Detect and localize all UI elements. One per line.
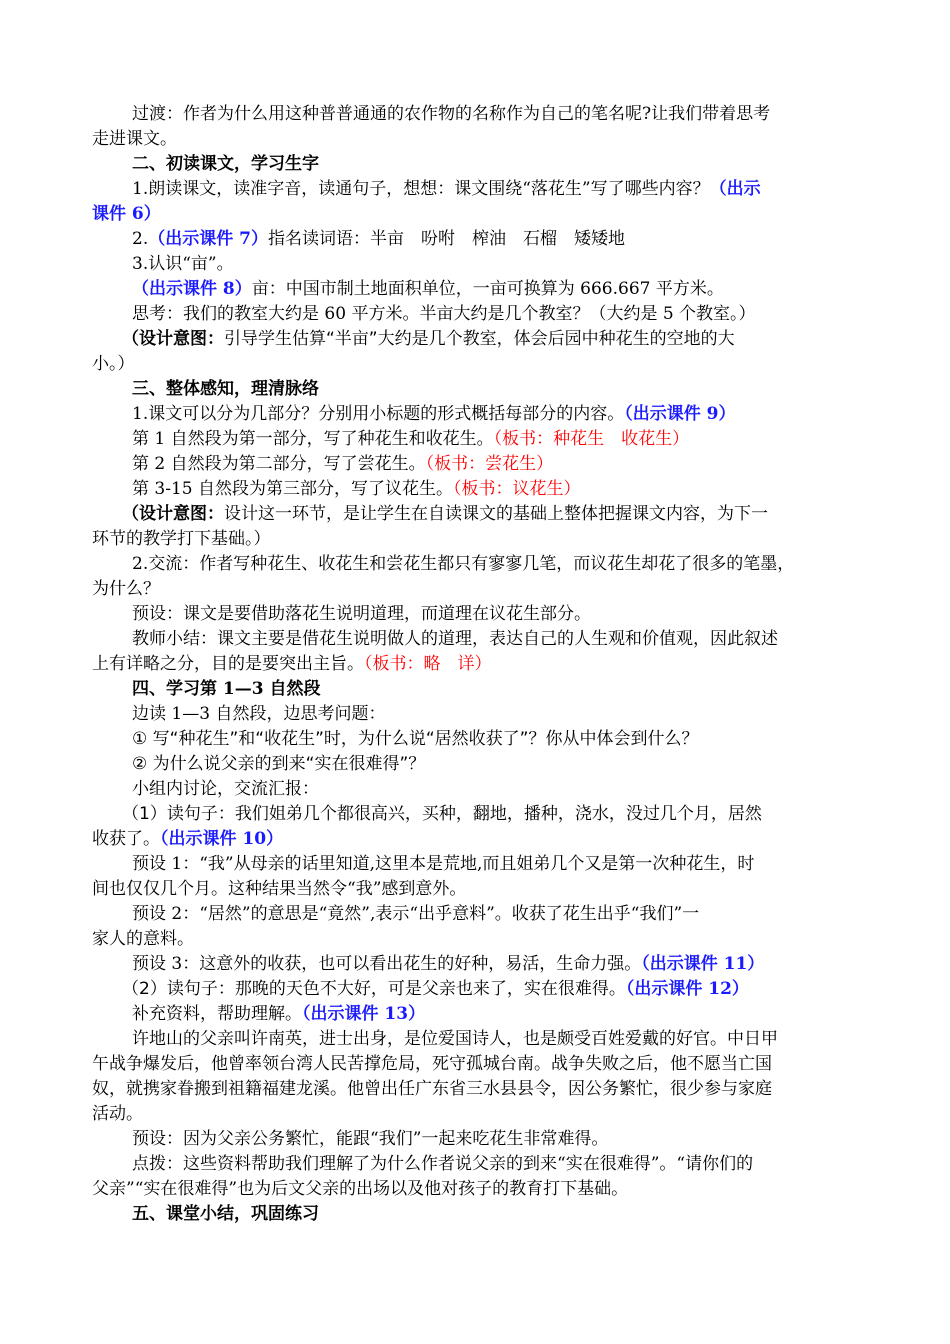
- text-segment: 2.: [132, 229, 149, 249]
- section-heading: 五、课堂小结，巩固练习: [132, 1204, 319, 1224]
- text-segment: 收获了。: [92, 829, 160, 849]
- text-line: [132, 452, 553, 476]
- text-line: [132, 277, 724, 301]
- text-segment: 亩：中国市制土地面积单位，一亩可换算为 666.667 平方米。: [251, 279, 724, 299]
- text-line: [92, 877, 466, 901]
- text-segment: 预设 3：这意外的收获，也可以看出花生的好种，易活，生命力强。: [132, 954, 642, 974]
- section-heading: 四、学习第 1—3 自然段: [132, 679, 321, 699]
- text-segment: 小。）: [92, 354, 135, 374]
- slide-reference: （出示课件 8）: [132, 279, 252, 299]
- text-segment: 午战争爆发后，他曾率领台湾人民苦撑危局，死守孤城台南。战争失败之后，他不愿当亡国: [92, 1054, 772, 1074]
- text-line: [132, 602, 591, 626]
- blackboard-note: （板书：议花生）: [453, 479, 581, 499]
- slide-reference: （出示课件 13）: [302, 1004, 426, 1024]
- text-line: [132, 377, 319, 401]
- text-segment: 设计这一环节，是让学生在自读课文的基础上整体把握课文内容，为下一: [224, 504, 768, 524]
- text-line: [92, 352, 135, 376]
- text-segment: 引导学生估算“半亩”大约是几个教室，体会后园中种花生的空地的大: [224, 329, 735, 349]
- text-line: [132, 252, 234, 276]
- text-line: [132, 102, 770, 126]
- section-heading: 二、初读课文，学习生字: [132, 154, 319, 174]
- text-line: [92, 527, 271, 551]
- text-line: [92, 1102, 143, 1126]
- text-line: [92, 1177, 628, 1201]
- text-line: [92, 652, 492, 676]
- text-line: [132, 952, 764, 976]
- text-segment: 为什么？: [92, 579, 160, 599]
- design-intent-label: （设计意图：: [122, 329, 224, 349]
- text-segment: 第 2 自然段为第二部分，写了尝花生。: [132, 454, 426, 474]
- text-segment: 过渡：作者为什么用这种普普通通的农作物的名称作为自己的笔名呢?让我们带着思考: [132, 104, 771, 124]
- text-segment: 小组内讨论，交流汇报：: [132, 779, 319, 799]
- text-segment: 活动。: [92, 1104, 143, 1124]
- text-line: [132, 227, 625, 251]
- text-line: [132, 1002, 425, 1026]
- text-segment: 预设 1：“我”从母亲的话里知道,这里本是荒地,而且姐弟几个又是第一次种花生，时: [132, 854, 755, 874]
- text-line: [132, 177, 761, 201]
- text-segment: （2）读句子：那晚的天色不大好，可是父亲也来了，实在很难得。: [122, 979, 626, 999]
- text-line: [132, 1127, 608, 1151]
- text-line: [132, 777, 319, 801]
- text-segment: 间也仅仅几个月。这种结果当然令“我”感到意外。: [92, 879, 467, 899]
- text-segment: 1.课文可以分为几部分？分别用小标题的形式概括每部分的内容。: [132, 404, 625, 424]
- text-segment: 第 3-15 自然段为第三部分，写了议花生。: [132, 479, 453, 499]
- slide-reference: （出示课件 7）: [148, 229, 268, 249]
- text-segment: （1）读句子：我们姐弟几个都很高兴，买种，翻地，播种，浇水，没过几个月，居然: [122, 804, 762, 824]
- text-line: [132, 677, 321, 701]
- text-segment: ② 为什么说父亲的到来“实在很难得”？: [132, 754, 426, 774]
- text-line: [132, 552, 794, 576]
- text-segment: 奴，就携家眷搬到祖籍福建龙溪。他曾出任广东省三水县县令，因公务繁忙，很少参与家庭: [92, 1079, 772, 1099]
- slide-reference: （出示课件 10）: [160, 829, 284, 849]
- text-segment: 许地山的父亲叫许南英，进士出身，是位爱国诗人，也是颇受百姓爱戴的好官。中日甲: [132, 1029, 778, 1049]
- text-line: [122, 327, 735, 351]
- text-segment: 第 1 自然段为第一部分，写了种花生和收花生。: [132, 429, 494, 449]
- text-line: [92, 1077, 772, 1101]
- text-segment: 思考：我们的教室大约是 60 平方米。半亩大约是几个教室？（大约是 5 个教室。）: [132, 304, 756, 324]
- slide-reference: （出示课件 12）: [625, 979, 749, 999]
- text-line: [92, 127, 177, 151]
- section-heading: 三、整体感知，理清脉络: [132, 379, 319, 399]
- text-line: [122, 802, 762, 826]
- text-line: [132, 1152, 753, 1176]
- text-segment: 环节的教学打下基础。）: [92, 529, 271, 549]
- slide-reference: 课件 6）: [92, 204, 161, 224]
- text-line: [132, 1027, 778, 1051]
- text-line: [132, 152, 319, 176]
- slide-reference: （出示课件 11）: [641, 954, 765, 974]
- text-segment: 预设：因为父亲公务繁忙，能跟“我们”一起来吃花生非常难得。: [132, 1129, 609, 1149]
- blackboard-note: （板书：种花生 收花生）: [493, 429, 690, 449]
- text-line: [132, 477, 581, 501]
- text-line: [92, 927, 194, 951]
- text-line: [92, 1052, 772, 1076]
- text-segment: 1.朗读课文，读准字音，读通句子，想想：课文围绕“落花生”写了哪些内容？: [132, 179, 710, 199]
- blackboard-note: （板书：略 详）: [364, 654, 492, 674]
- text-line: [132, 752, 425, 776]
- text-segment: 预设 2：“居然”的意思是“竟然”,表示“出乎意料”。收获了花生出乎“我们”一: [132, 904, 700, 924]
- text-segment: ① 写“种花生”和“收花生”时，为什么说“居然收获了”？你从中体会到什么？: [132, 729, 699, 749]
- text-segment: 家人的意料。: [92, 929, 194, 949]
- blackboard-note: （板书：尝花生）: [425, 454, 554, 474]
- text-line: [132, 302, 756, 326]
- text-line: [92, 827, 283, 851]
- text-segment: 上有详略之分，目的是要突出主旨。: [92, 654, 364, 674]
- text-line: [132, 727, 699, 751]
- text-line: [132, 402, 735, 426]
- text-line: [132, 702, 385, 726]
- text-segment: 3.认识“亩”。: [132, 254, 234, 274]
- text-segment: 预设：课文是要借助落花生说明道理，而道理在议花生部分。: [132, 604, 591, 624]
- text-segment: 边读 1—3 自然段，边思考问题：: [132, 704, 386, 724]
- text-segment: 指名读词语：半亩 吩咐 榨油 石榴 矮矮地: [267, 229, 625, 249]
- text-line: [132, 1202, 319, 1226]
- text-line: [132, 852, 754, 876]
- text-line: [92, 577, 160, 601]
- text-segment: 走进课文。: [92, 129, 177, 149]
- text-segment: 教师小结：课文主要是借花生说明做人的道理，表达自己的人生观和价值观，因此叙述: [132, 629, 778, 649]
- text-line: [122, 977, 749, 1001]
- slide-reference: （出示: [709, 179, 761, 199]
- design-intent-label: （设计意图：: [122, 504, 224, 524]
- text-line: [132, 427, 689, 451]
- text-segment: 2.交流：作者写种花生、收花生和尝花生都只有寥寥几笔，而议花生却花了很多的笔墨，: [132, 554, 795, 574]
- text-line: [132, 902, 699, 926]
- text-segment: 父亲”“实在很难得”也为后文父亲的出场以及他对孩子的教育打下基础。: [92, 1179, 629, 1199]
- slide-reference: （出示课件 9）: [624, 404, 736, 424]
- text-segment: 点拨：这些资料帮助我们理解了为什么作者说父亲的到来“实在很难得”。“请你们的: [132, 1154, 754, 1174]
- text-line: [92, 202, 161, 226]
- text-line: [122, 502, 768, 526]
- text-segment: 补充资料，帮助理解。: [132, 1004, 302, 1024]
- text-line: [132, 627, 778, 651]
